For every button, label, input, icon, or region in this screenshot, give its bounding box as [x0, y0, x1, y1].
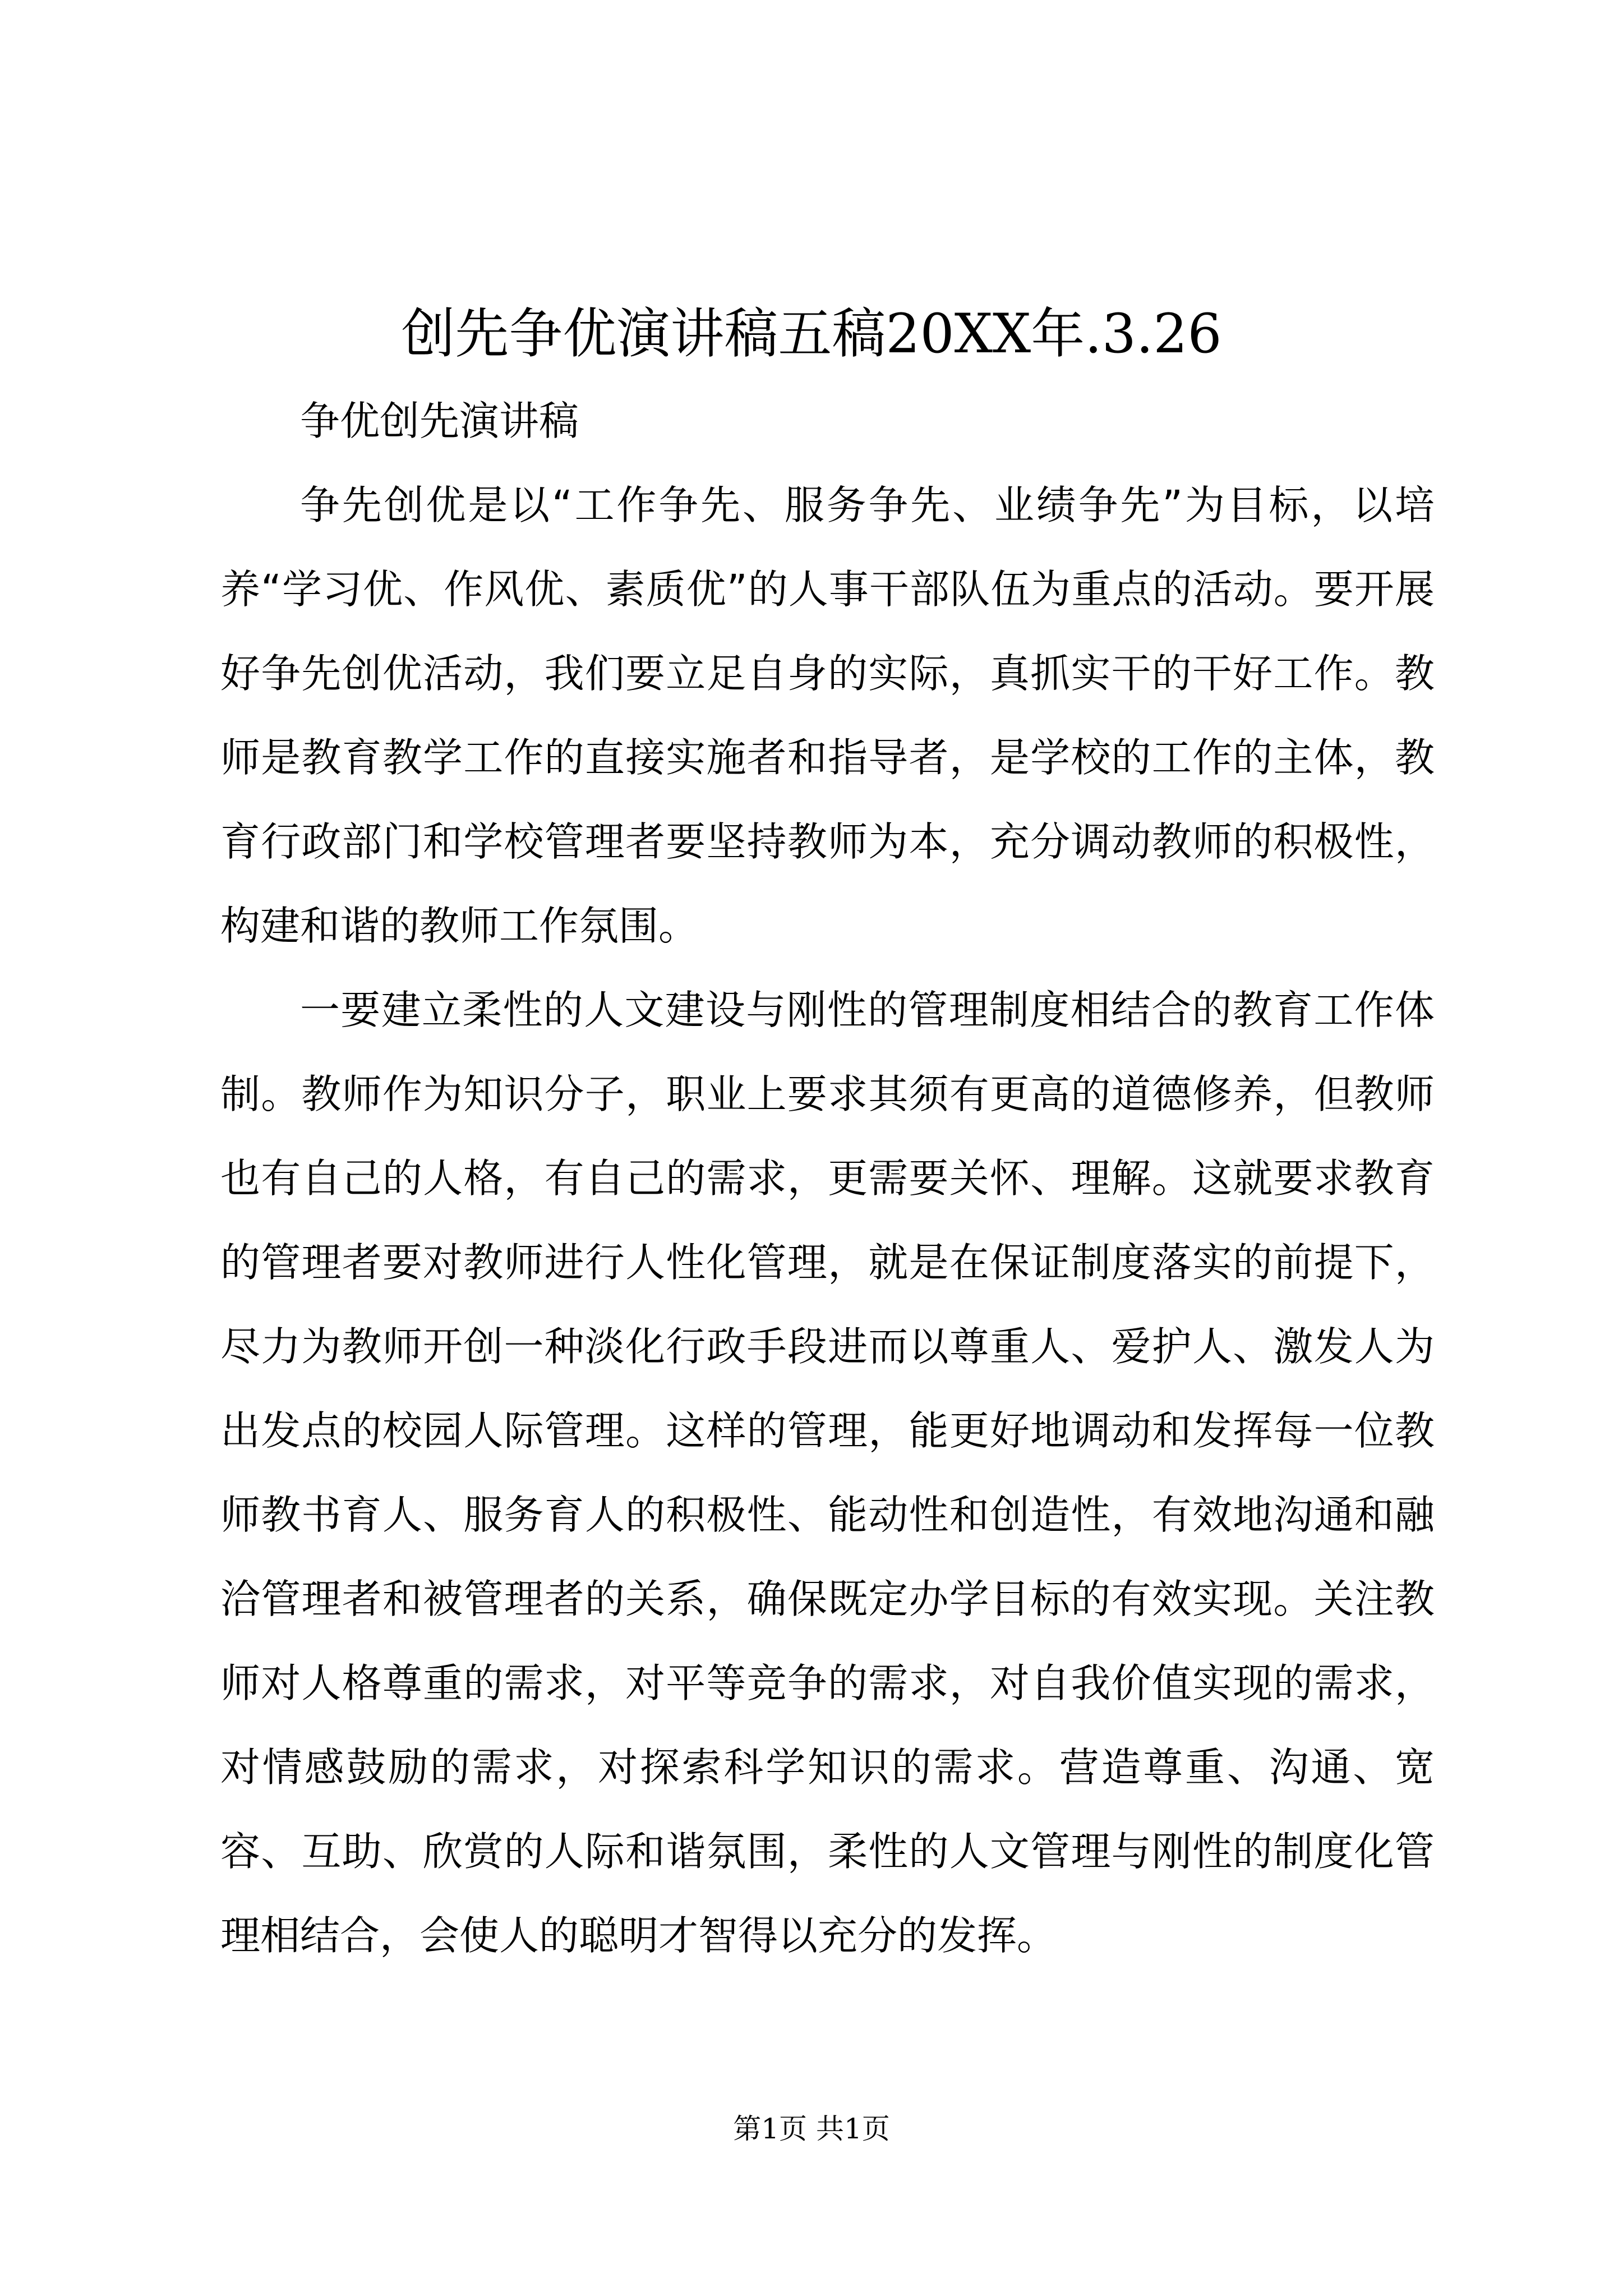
- body-paragraph-2: 一要建立柔性的人文建设与刚性的管理制度相结合的教育工作体制。教师作为知识分子，职业上要求其须有更高的道德修养，但教师也有自己的人格，有自己的需求，更需要关怀、理解。这就要求教育的管理者要对教师进行人性化管理，就是在保证制度落实的前提下，尽力为教师开创一种淡化行政手段进而以尊重人、爱护人、激发人为出发点的校园人际管理。这样的管理，能更好地调动和发挥每一位教师教书育人、服务育人的积极性、能动性和创造性，有效地沟通和融洽管理者和被管理者的关系，确保既定办学目标的有效实现。关注教师对人格尊重的需求，对平等竞争的需求，对自我价值实现的需求，对情感鼓励的需求，对探索科学知识的需求。营造尊重、沟通、宽容、互助、欣赏的人际和谐氛围，柔性的人文管理与刚性的制度化管理相结合，会使人的聪明才智得以充分的发挥。: [220, 987, 1435, 1959]
- document-subtitle: 争优创先演讲稿: [300, 398, 579, 444]
- page-footer: 第1页 共1页: [733, 2113, 890, 2145]
- body-paragraph-1: 争先创优是以“工作争先、服务争先、业绩争先”为目标，以培养“学习优、作风优、素质优”的人事干部队伍为重点的活动。要开展好争先创优活动，我们要立足自身的实际，真抓实干的干好工作。教师是教育教学工作的直接实施者和指导者，是学校的工作的主体，教育行政部门和学校管理者要坚持教师为本，充分调动教师的积极性，构建和谐的教师工作氛围。: [220, 482, 1435, 949]
- document-title: 创先争优演讲稿五稿20XX年.3.26: [401, 302, 1222, 365]
- document-body: [220, 379, 1435, 1978]
